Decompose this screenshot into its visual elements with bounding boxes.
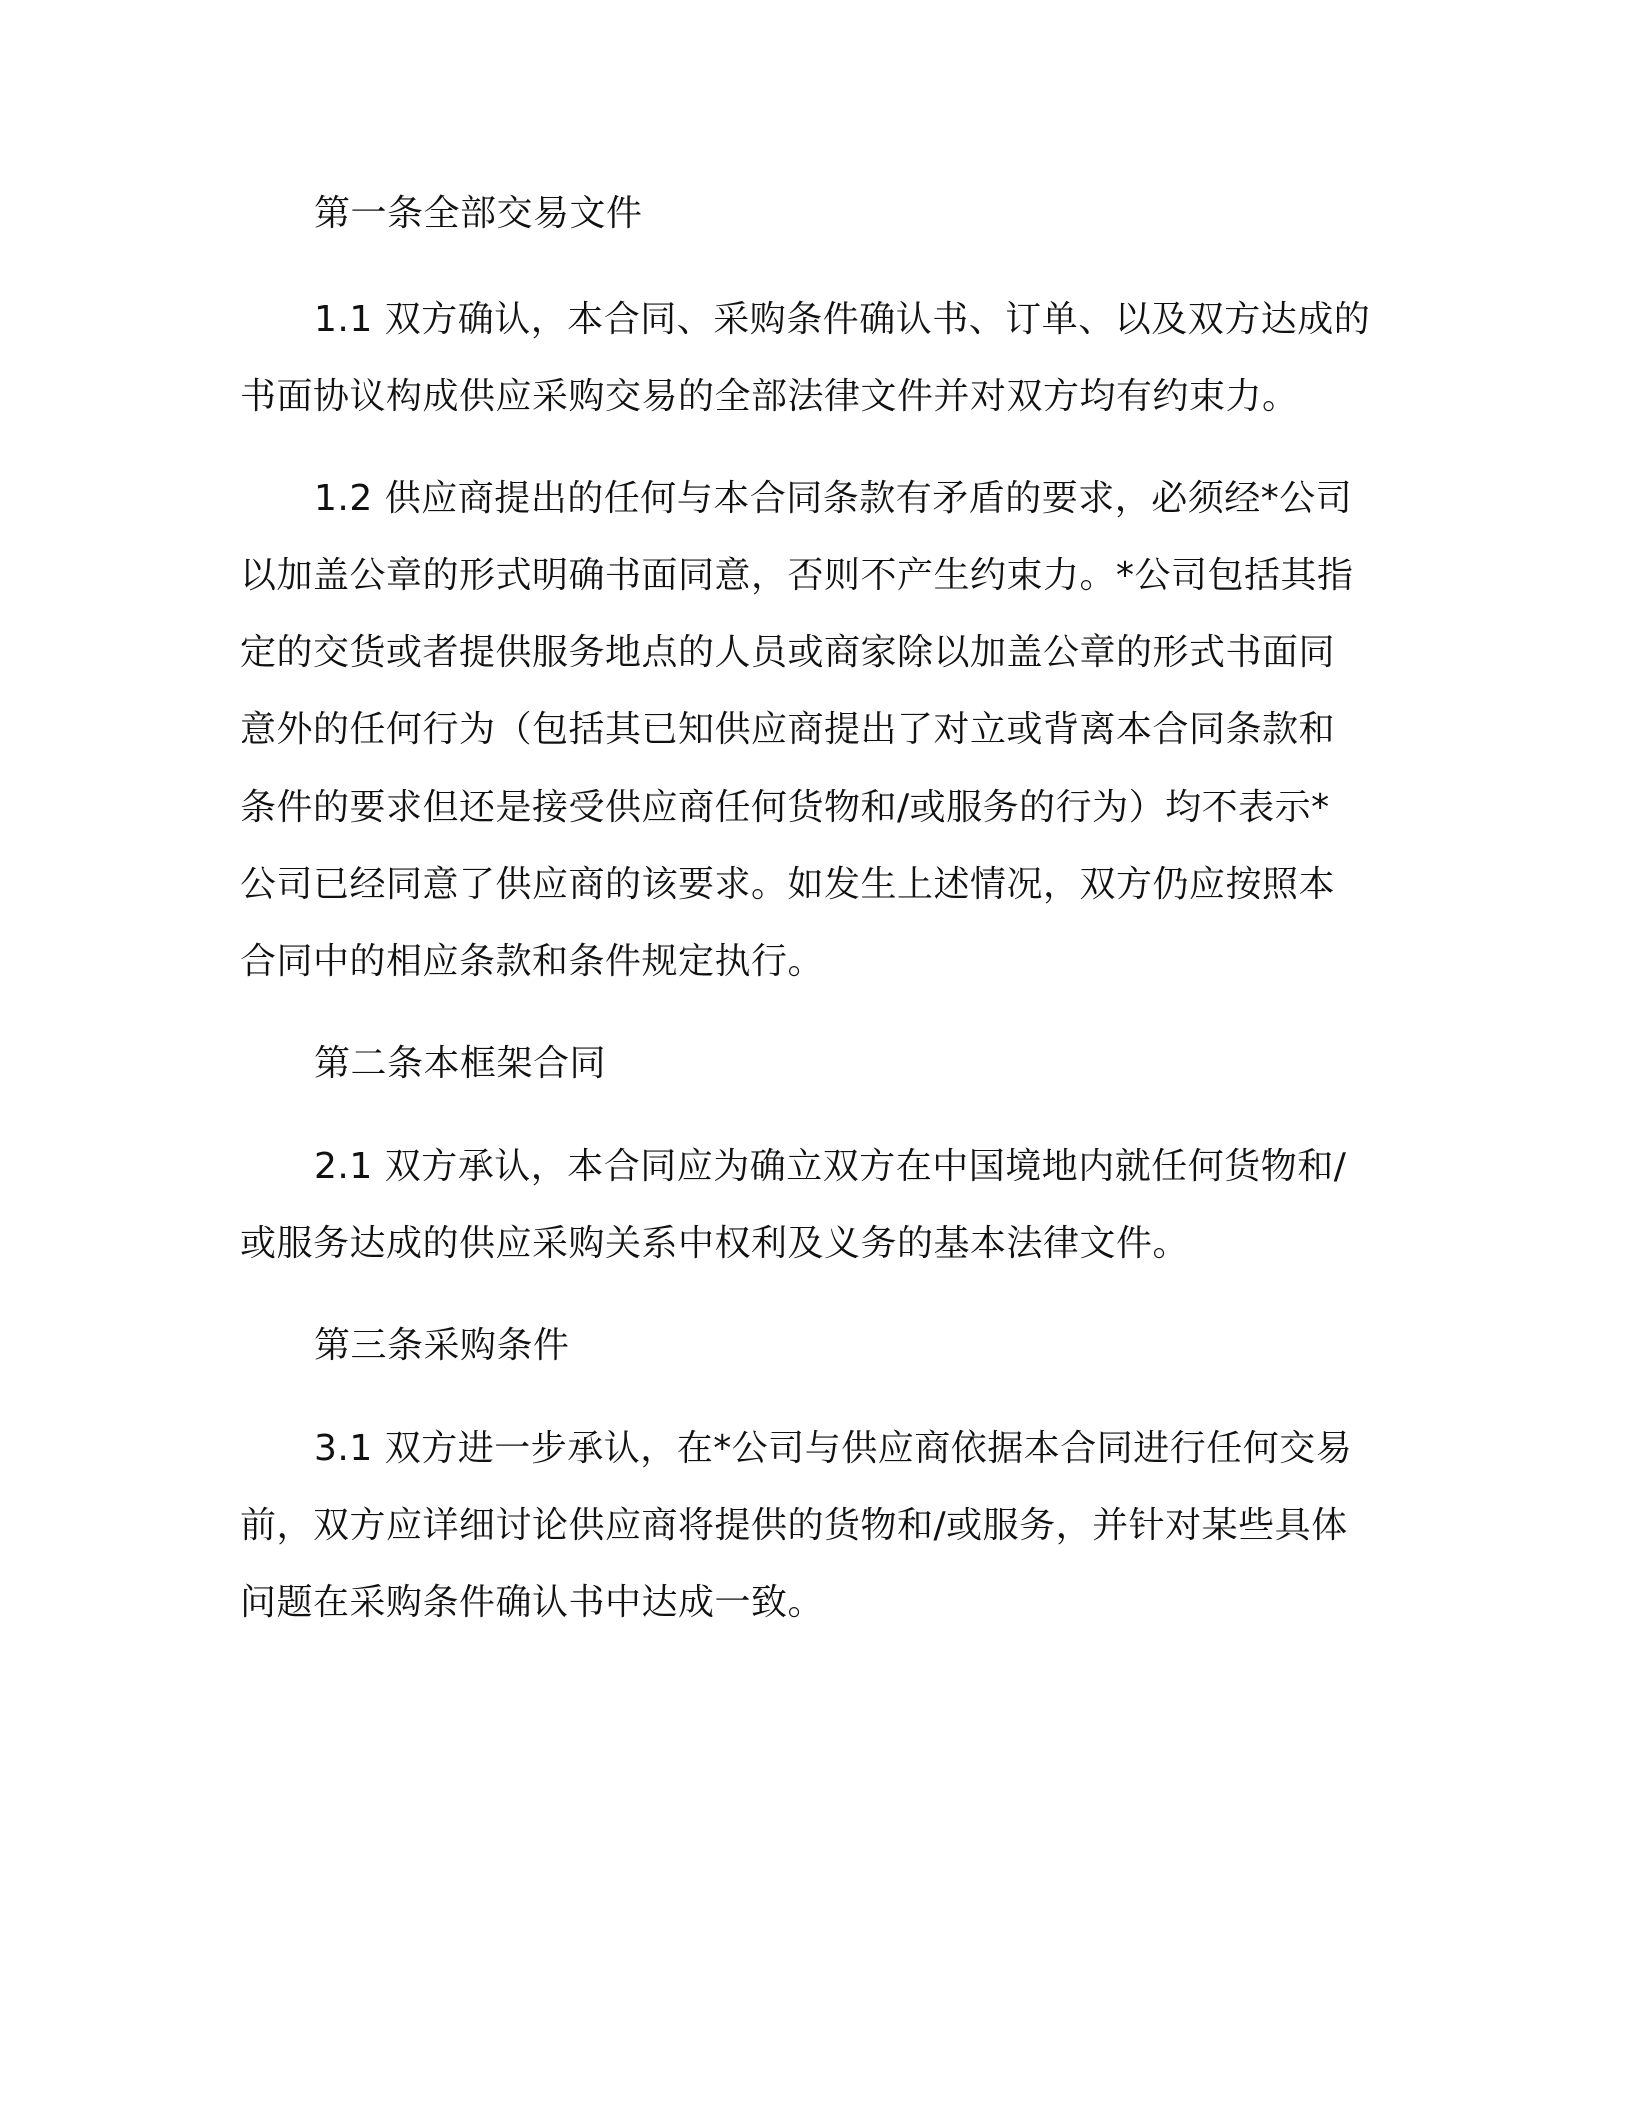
clause-1-2-line-4: 意外的任何行为（包括其已知供应商提出了对立或背离本合同条款和 xyxy=(240,709,1336,750)
article-2-heading: 第二条本框架合同 xyxy=(314,1043,607,1084)
article-1-heading: 第一条全部交易文件 xyxy=(314,193,643,234)
clause-3-1-line-3: 问题在采购条件确认书中达成一致。 xyxy=(240,1582,825,1623)
clause-1-1-line-1: 1.1 双方确认，本合同、采购条件确认书、订单、以及双方达成的 xyxy=(314,299,1371,340)
clause-3-1-line-2: 前，双方应详细讨论供应商将提供的货物和/或服务，并针对某些具体 xyxy=(240,1505,1348,1546)
clause-2-1-line-2: 或服务达成的供应采购关系中权利及义务的基本法律文件。 xyxy=(240,1223,1190,1264)
clause-1-2-line-3: 定的交货或者提供服务地点的人员或商家除以加盖公章的形式书面同 xyxy=(240,632,1336,673)
clause-1-2-line-7: 合同中的相应条款和条件规定执行。 xyxy=(240,941,825,982)
clause-3-1-line-1: 3.1 双方进一步承认，在*公司与供应商依据本合同进行任何交易 xyxy=(314,1428,1353,1469)
article-3-heading: 第三条采购条件 xyxy=(314,1325,570,1366)
clause-1-2-line-1: 1.2 供应商提出的任何与本合同条款有矛盾的要求，必须经*公司 xyxy=(314,478,1353,519)
clause-2-1-line-1: 2.1 双方承认，本合同应为确立双方在中国境地内就任何货物和/ xyxy=(314,1146,1347,1187)
clause-1-1-line-2: 书面协议构成供应采购交易的全部法律文件并对双方均有约束力。 xyxy=(240,376,1299,417)
clause-1-2-line-2: 以加盖公章的形式明确书面同意，否则不产生约束力。*公司包括其指 xyxy=(240,555,1354,596)
clause-1-2-line-6: 公司已经同意了供应商的该要求。如发生上述情况，双方仍应按照本 xyxy=(240,864,1336,905)
clause-1-2-line-5: 条件的要求但还是接受供应商任何货物和/或服务的行为）均不表示* xyxy=(240,787,1330,828)
